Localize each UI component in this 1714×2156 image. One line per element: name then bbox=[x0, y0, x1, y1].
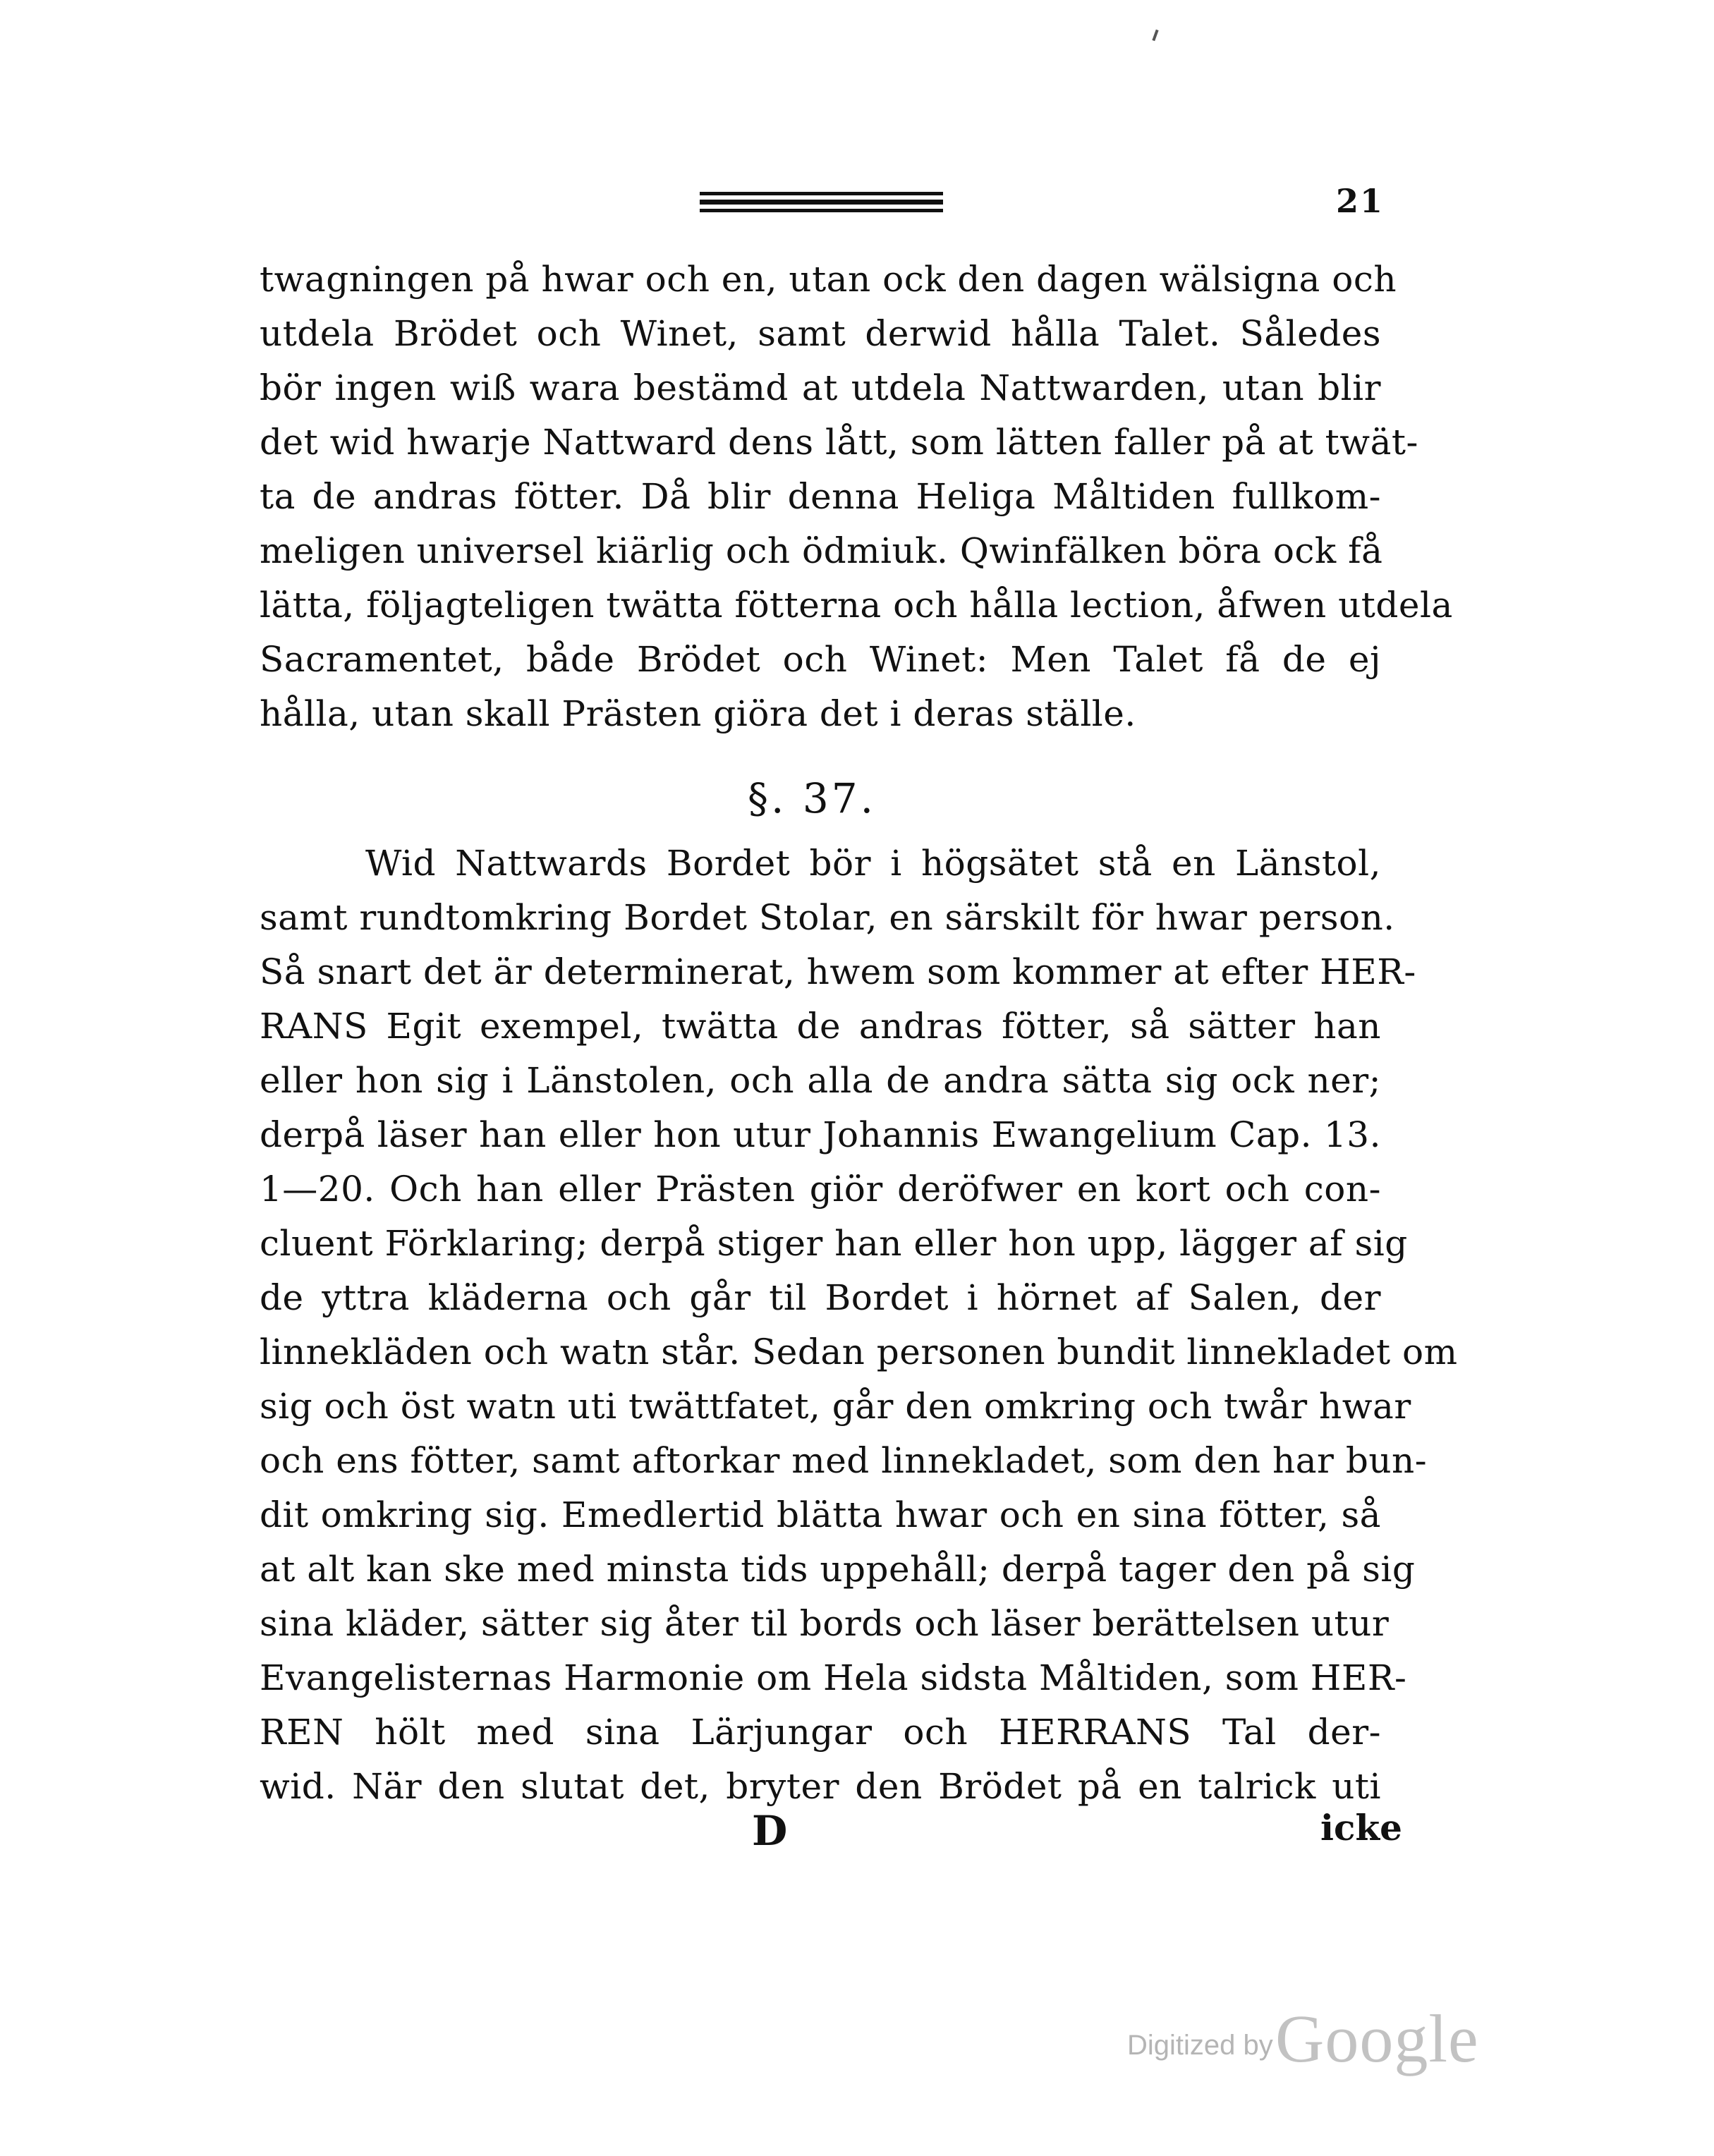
page-number: 21 bbox=[1336, 182, 1385, 220]
text-line: Wid Nattwards Bordet bör i högsätet stå en Länstol, bbox=[365, 843, 1381, 884]
text-line: REN hölt med sina Lärjungar och HERRANS Tal der- bbox=[260, 1712, 1381, 1753]
text-line: at alt kan ske med minsta tids uppehåll; derpå tager den på sig bbox=[260, 1549, 1416, 1590]
section-heading: §. 37. bbox=[748, 774, 877, 822]
text-line: wid. När den slutat det, bryter den Brödet på en talrick uti bbox=[260, 1766, 1381, 1807]
stray-ink-mark bbox=[1152, 30, 1158, 41]
text-line: hålla, utan skall Prästen giöra det i deras ställe. bbox=[260, 693, 1136, 734]
text-line: och ens fötter, samt aftorkar med linnekladet, som den har bun- bbox=[260, 1440, 1428, 1481]
google-logo: Google bbox=[1275, 2001, 1479, 2076]
text-line: meligen universel kiärlig och ödmiuk. Qwinfälken böra ock få bbox=[260, 530, 1383, 571]
text-line: RANS Egit exempel, twätta de andras fötter, så sätter han bbox=[260, 1006, 1381, 1047]
text-line: Evangelisternas Harmonie om Hela sidsta Måltiden, som HER- bbox=[260, 1657, 1407, 1698]
header-rule-line bbox=[700, 200, 943, 205]
text-line: lätta, följagteligen twätta fötterna och hålla lection, åfwen utdela bbox=[260, 585, 1453, 626]
section-paragraph bbox=[260, 836, 1458, 1814]
text-line: 1—20. Och han eller Prästen giör deröfwer en kort och con- bbox=[260, 1169, 1381, 1210]
header-rule-line bbox=[700, 209, 943, 212]
paragraph-continued bbox=[260, 252, 1453, 741]
signature-mark: D bbox=[752, 1807, 788, 1855]
text-line: samt rundtomkring Bordet Stolar, en särskilt för hwar person. bbox=[260, 897, 1395, 938]
text-line: de yttra kläderna och går til Bordet i hörnet af Salen, der bbox=[260, 1277, 1381, 1318]
header-rule-line bbox=[700, 192, 943, 195]
text-line: ta de andras fötter. Då blir denna Heliga Måltiden fullkom- bbox=[260, 476, 1381, 517]
text-line: derpå läser han eller hon utur Johannis Ewangelium Cap. 13. bbox=[260, 1114, 1381, 1155]
text-line: sig och öst watn uti twättfatet, går den omkring och twår hwar bbox=[260, 1386, 1411, 1427]
text-line: Sacramentet, både Brödet och Winet: Men Talet få de ej bbox=[260, 639, 1381, 680]
text-line: twagningen på hwar och en, utan ock den dagen wälsigna och bbox=[260, 259, 1397, 300]
text-line: dit omkring sig. Emedlertid blätta hwar och en sina fötter, så bbox=[260, 1494, 1381, 1535]
text-line: cluent Förklaring; derpå stiger han eller hon upp, lägger af sig bbox=[260, 1223, 1408, 1264]
digitized-by-label: Digitized by bbox=[1127, 2030, 1273, 2061]
text-line: utdela Brödet och Winet, samt derwid hålla Talet. Således bbox=[260, 313, 1381, 354]
header-rule bbox=[700, 192, 943, 217]
text-line: linnekläden och watn står. Sedan personen bundit linnekladet om bbox=[260, 1332, 1458, 1372]
text-line: Så snart det är determinerat, hwem som kommer at efter HER- bbox=[260, 951, 1416, 992]
catchword: icke bbox=[1320, 1807, 1402, 1849]
text-line: bör ingen wiß wara bestämd at utdela Nattwarden, utan blir bbox=[260, 367, 1381, 408]
text-line: det wid hwarje Nattward dens lått, som lätten faller på at twät- bbox=[260, 422, 1418, 463]
text-line: eller hon sig i Länstolen, och alla de andra sätta sig ock ner; bbox=[260, 1060, 1381, 1101]
text-line: sina kläder, sätter sig åter til bords och läser berättelsen utur bbox=[260, 1603, 1390, 1644]
